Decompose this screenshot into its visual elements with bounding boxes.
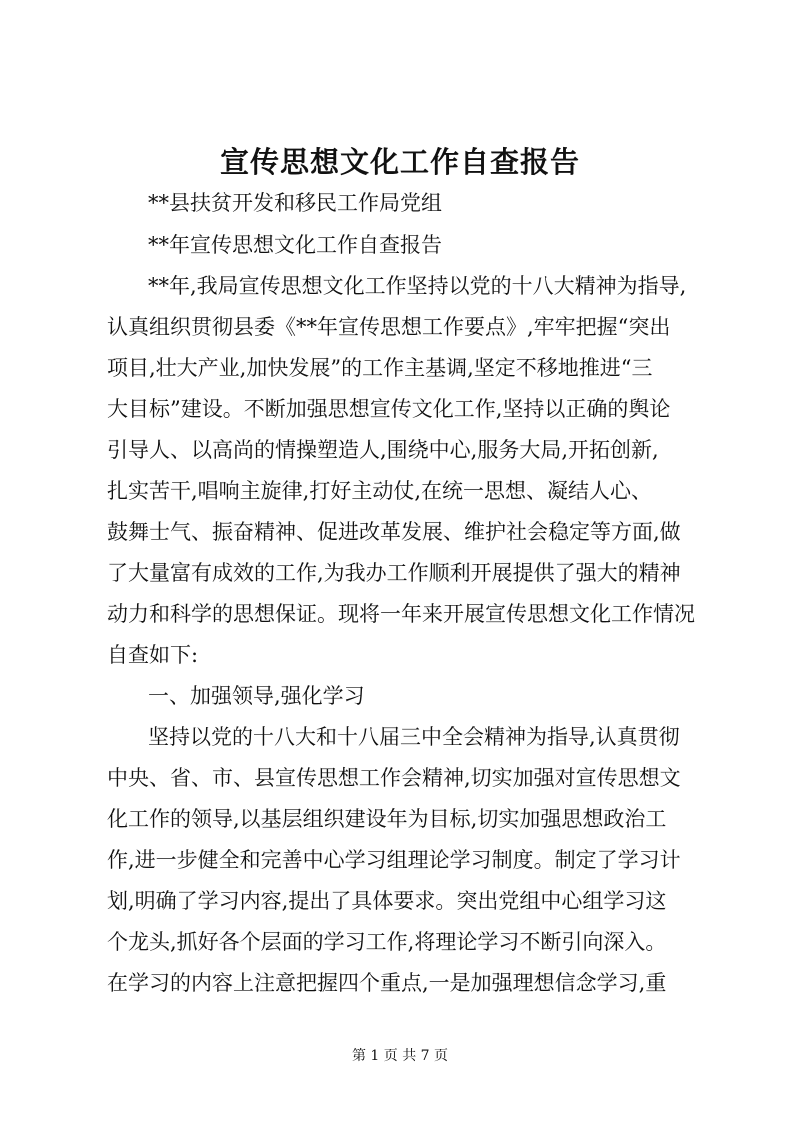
text-line: 化工作的领导,以基层组织建设年为目标,切实加强思想政治工 [107, 807, 667, 831]
text-line: 大目标”建设。不断加强思想宣传文化工作,坚持以正确的舆论 [107, 397, 671, 421]
page-number-footer: 第 1 页 共 7 页 [351, 1048, 449, 1064]
text-line: 中央、省、市、县宣传思想工作会精神,切实加强对宣传思想文 [107, 766, 681, 790]
text-line: 个龙头,抓好各个层面的学习工作,将理论学习不断引向深入。 [107, 930, 667, 954]
text-line: 自查如下: [107, 643, 199, 667]
text-line: 了大量富有成效的工作,为我办工作顺利开展提供了强大的精神 [107, 561, 681, 585]
text-line: 项目,壮大产业,加快发展”的工作主基调,坚定不移地推进“三 [107, 356, 653, 380]
text-line: 引导人、以高尚的情操塑造人,围绕中心,服务大局,开拓创新, [107, 438, 659, 462]
text-line: 扎实苦干,唱响主旋律,打好主动仗,在统一思想、凝结人心、 [107, 479, 653, 503]
text-line: 在学习的内容上注意把握四个重点,一是加强理想信念学习,重 [107, 971, 667, 995]
text-line: **年,我局宣传思想文化工作坚持以党的十八大精神为指导, [148, 274, 687, 298]
text-line: 认真组织贯彻县委《**年宣传思想工作要点》,牢牢把握“突出 [107, 315, 671, 339]
text-line: **县扶贫开发和移民工作局党组 [148, 191, 442, 215]
document-title: 宣传思想文化工作自查报告 [219, 145, 580, 179]
text-line: 作,进一步健全和完善中心学习组理论学习制度。制定了学习计 [107, 848, 681, 872]
text-line: 划,明确了学习内容,提出了具体要求。突出党组中心组学习这 [107, 889, 667, 913]
section-heading: 一、加强领导,强化学习 [148, 684, 365, 708]
text-line: 鼓舞士气、振奋精神、促进改革发展、维护社会稳定等方面,做 [107, 520, 681, 544]
text-line: 动力和科学的思想保证。现将一年来开展宣传思想文化工作情况 [107, 602, 695, 626]
text-line: 坚持以党的十八大和十八届三中全会精神为指导,认真贯彻 [148, 725, 680, 749]
text-line: **年宣传思想文化工作自查报告 [148, 233, 442, 257]
